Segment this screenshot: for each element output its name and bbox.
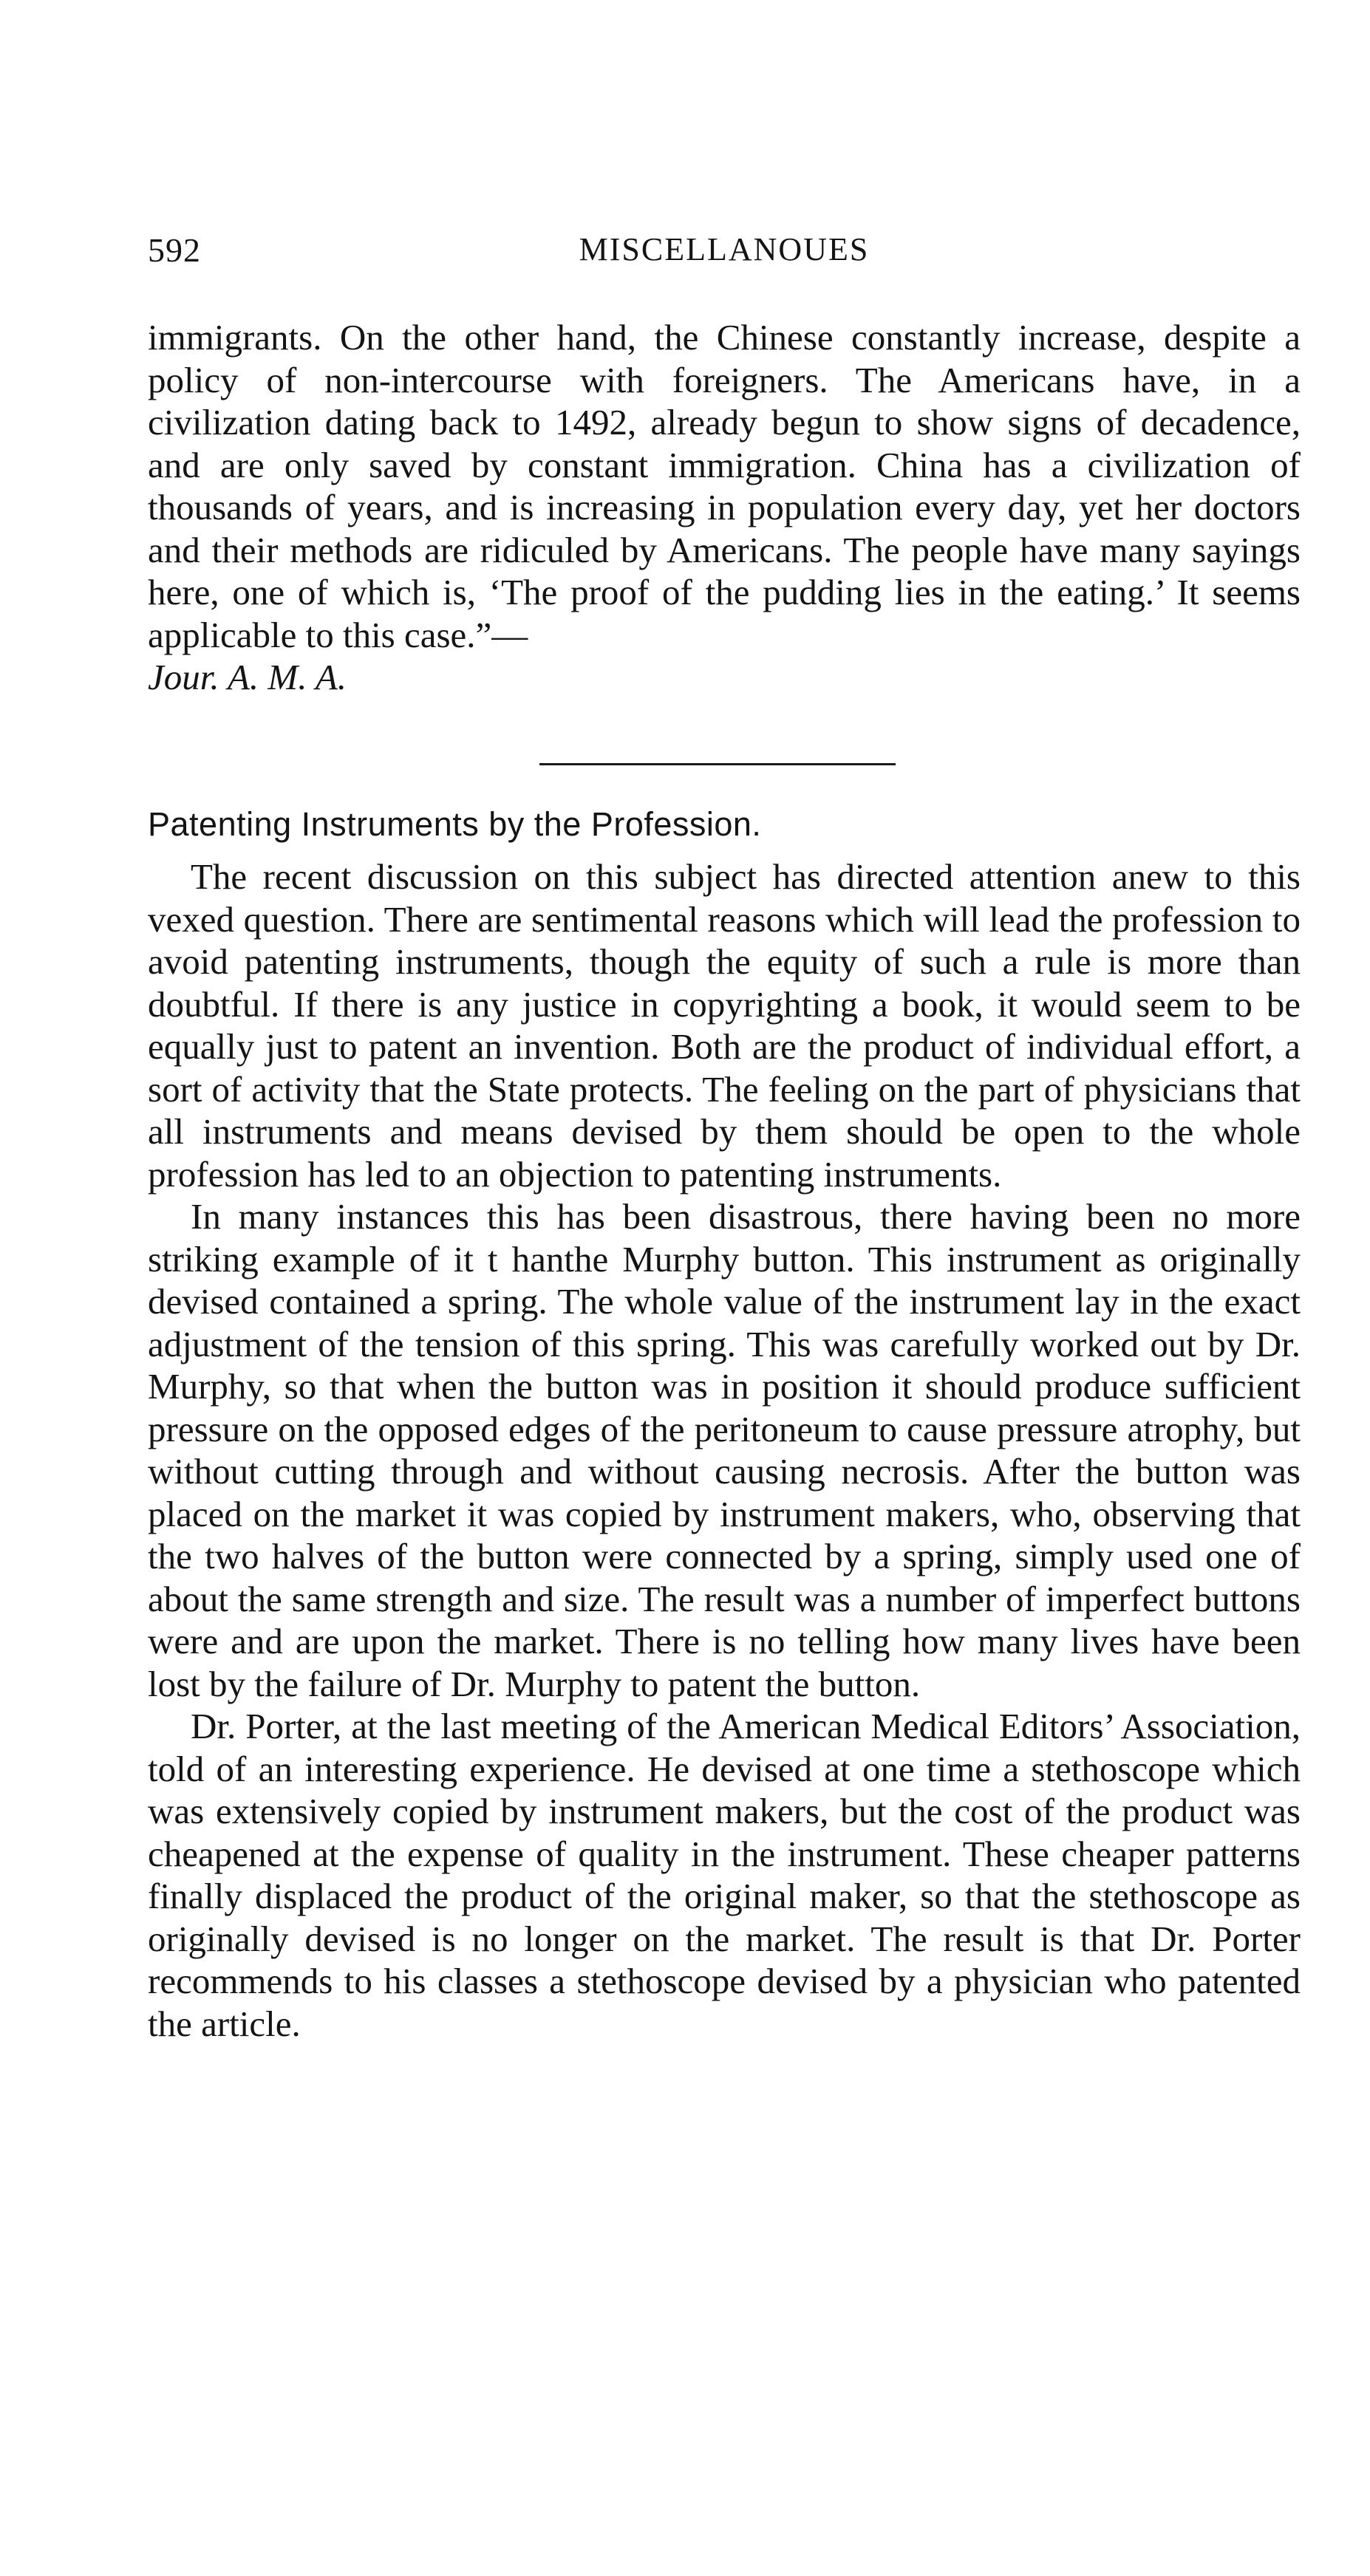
article-body <box>148 855 1301 2045</box>
running-head <box>148 230 1301 275</box>
continuation-block <box>148 316 1301 699</box>
continuation-text: immigrants. On the other hand, the Chinese constantly increase, despite a policy of non-intercourse with foreigners. The Americans have, in a civilization dating back to 1492, already begun to show signs of decadence, and are only saved by constant immigration. China has a civilization of thousands of years, and is increasing in population every day, yet her doctors and their methods are ridiculed by Americans. The people have many sayings here, one of which is, ‘The proof of the pudding lies in the eating.’ It seems applicable to this case.”— <box>148 317 1301 655</box>
section-divider <box>539 763 896 765</box>
article-paragraph-3: Dr. Porter, at the last meeting of the American Medical Editors’ Association, told of an interesting experience. He devised at one time a stethoscope which was extensively copied by instrument makers, but the cost of the product was cheapened at the expense of quality in the instrument. These cheaper patterns finally displaced the product of the original maker, so that the stethoscope as originally devised is no longer on the market. The result is that Dr. Porter recommends to his classes a stethoscope devised by a physician who patented the article. <box>148 1706 1301 2044</box>
article-paragraph-2: In many instances this has been disastrous, there having been no more striking example of it t hanthe Murphy button. This instrument as originally devised contained a spring. The whole value of the instrument lay in the exact adjustment of the tension of this spring. This was carefully worked out by Dr. Murphy, so that when the button was in position it should produce sufficient pressure on the opposed edges of the peritoneum to cause pressure atrophy, but without cutting through and without causing necrosis. After the button was placed on the market it was copied by instrument makers, who, observing that the two halves of the button were connected by a spring, simply used one of about the same strength and size. The result was a number of imperfect buttons were and are upon the market. There is no telling how many lives have been lost by the failure of Dr. Murphy to patent the button. <box>148 1196 1301 1704</box>
continuation-paragraph <box>148 316 1301 699</box>
article-heading: Patenting Instruments by the Profession. <box>148 805 762 843</box>
journal-citation: Jour. A. M. A. <box>148 657 347 697</box>
article-paragraph-1: The recent discussion on this subject has directed attention anew to this vexed question. There are sentimental reasons which will lead the profession to avoid patenting instruments, though the equity of such a rule is more than doubtful. If there is any justice in copyrighting a book, it would seem to be equally just to patent an invention. Both are the product of individual effort, a sort of activity that the State protects. The feeling on the part of physicians that all instruments and means devised by them should be open to the whole profession has led to an objection to patenting instruments. <box>148 856 1301 1195</box>
page-number: 592 <box>148 231 201 269</box>
running-title: MISCELLANOUES <box>579 231 870 267</box>
